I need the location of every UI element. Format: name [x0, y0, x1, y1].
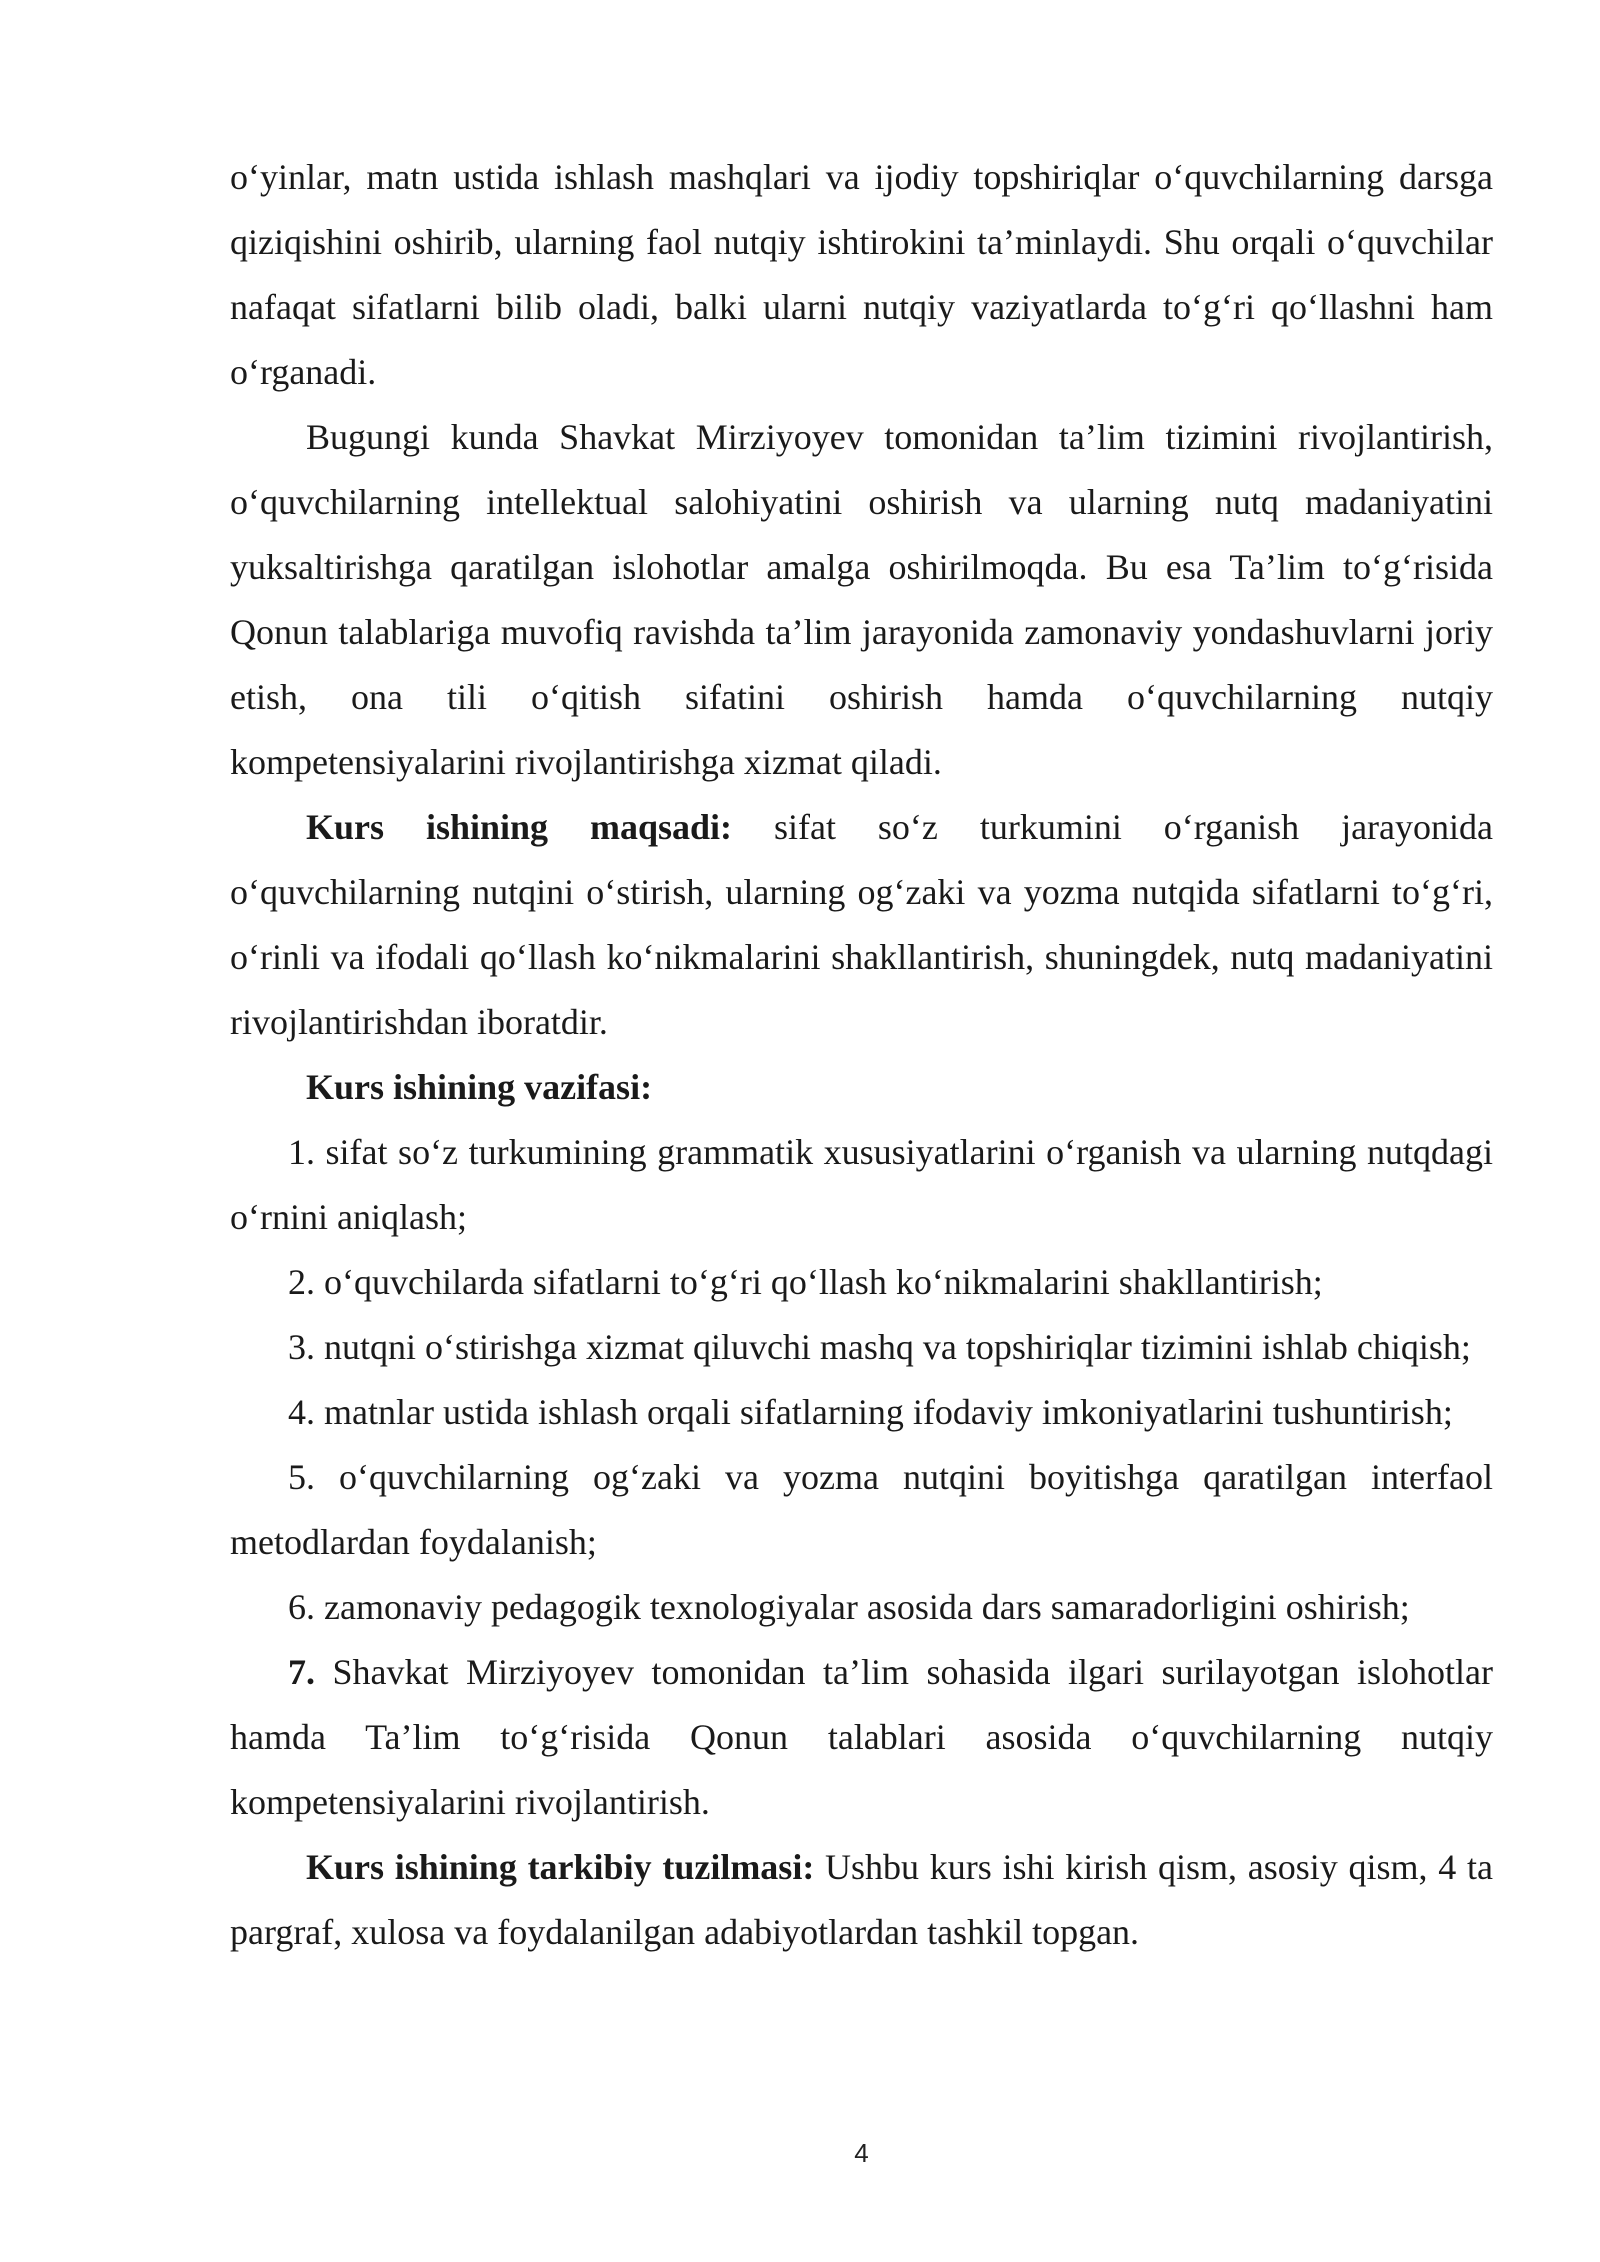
task-text: sifat so‘z turkumining grammatik xususiyatlarini o‘rganish va ularning nutqdagi o‘rnini aniqlash; [230, 1132, 1493, 1237]
task-number: 6. [288, 1587, 315, 1627]
task-item-4 [230, 1380, 1493, 1445]
goal-label: Kurs ishining maqsadi: [306, 807, 733, 847]
page-number: 4 [854, 2138, 869, 2168]
tasks-heading: Kurs ishining vazifasi: [306, 1067, 653, 1107]
task-item-2 [230, 1250, 1493, 1315]
task-number: 2. [288, 1262, 315, 1302]
task-text: nutqni o‘stirishga xizmat qiluvchi mashq va topshiriqlar tizimini ishlab chiqish; [315, 1327, 1471, 1367]
task-item-6 [230, 1575, 1493, 1640]
task-text: Shavkat Mirziyoyev tomonidan ta’lim sohasida ilgari surilayotgan islohotlar hamda Ta’lim to‘g‘risida Qonun talablari asosida o‘quvchilarning nutqiy kompetensiyalarini rivojlantirish. [230, 1652, 1493, 1822]
task-text: o‘quvchilarda sifatlarni to‘g‘ri qo‘llash ko‘nikmalarini shakllantirish; [315, 1262, 1323, 1302]
document-page [230, 145, 1493, 1965]
task-number: 1. [288, 1132, 315, 1172]
structure-text: Ushbu kurs ishi kirish qism, asosiy qism, 4 ta pargraf, xulosa va foydalanilgan adabiyotlardan tashkil topgan. [230, 1847, 1493, 1952]
task-text: o‘quvchilarning og‘zaki va yozma nutqini boyitishga qaratilgan interfaol metodlardan foydalanish; [230, 1457, 1493, 1562]
goal-text: sifat so‘z turkumini o‘rganish jarayonida o‘quvchilarning nutqini o‘stirish, ularning og‘zaki va yozma nutqida sifatlarni to‘g‘ri, o‘rinli va ifodali qo‘llash ko‘nikmalarini shakllantirish, shuningdek, nutq madaniyatini rivojlantirishdan iboratdir. [230, 807, 1493, 1042]
task-text: matnlar ustida ishlash orqali sifatlarning ifodaviy imkoniyatlarini tushuntirish; [315, 1392, 1453, 1432]
paragraph-intro-continuation: o‘yinlar, matn ustida ishlash mashqlari va ijodiy topshiriqlar o‘quvchilarning darsga qiziqishini oshirib, ularning faol nutqiy ishtirokini ta’minlaydi. Shu orqali o‘quvchilar nafaqat sifatlarni bilib oladi, balki ularni nutqiy vaziyatlarda to‘g‘ri qo‘llashni ham o‘rganadi. [230, 157, 1493, 392]
paragraph-goal [230, 795, 1493, 1055]
task-number: 4. [288, 1392, 315, 1432]
structure-label: Kurs ishining tarkibiy tuzilmasi: [306, 1847, 815, 1887]
task-item-7 [230, 1640, 1493, 1835]
task-text: zamonaviy pedagogik texnologiyalar asosida dars samaradorligini oshirish; [315, 1587, 1410, 1627]
task-number: 3. [288, 1327, 315, 1367]
task-number: 5. [288, 1457, 315, 1497]
task-item-5 [230, 1445, 1493, 1575]
paragraph-structure [230, 1835, 1493, 1965]
task-number: 7. [288, 1652, 315, 1692]
task-item-1 [230, 1120, 1493, 1250]
task-item-3 [230, 1315, 1493, 1380]
paragraph-reforms: Bugungi kunda Shavkat Mirziyoyev tomonidan ta’lim tizimini rivojlantirish, o‘quvchilarning intellektual salohiyatini oshirish va ularning nutq madaniyatini yuksaltirishga qaratilgan islohotlar amalga oshirilmoqda. Bu esa Ta’lim to‘g‘risida Qonun talablariga muvofiq ravishda ta’lim jarayonida zamonaviy yondashuvlarni joriy etish, ona tili o‘qitish sifatini oshirish hamda o‘quvchilarning nutqiy kompetensiyalarini rivojlantirishga xizmat qiladi. [230, 417, 1493, 782]
